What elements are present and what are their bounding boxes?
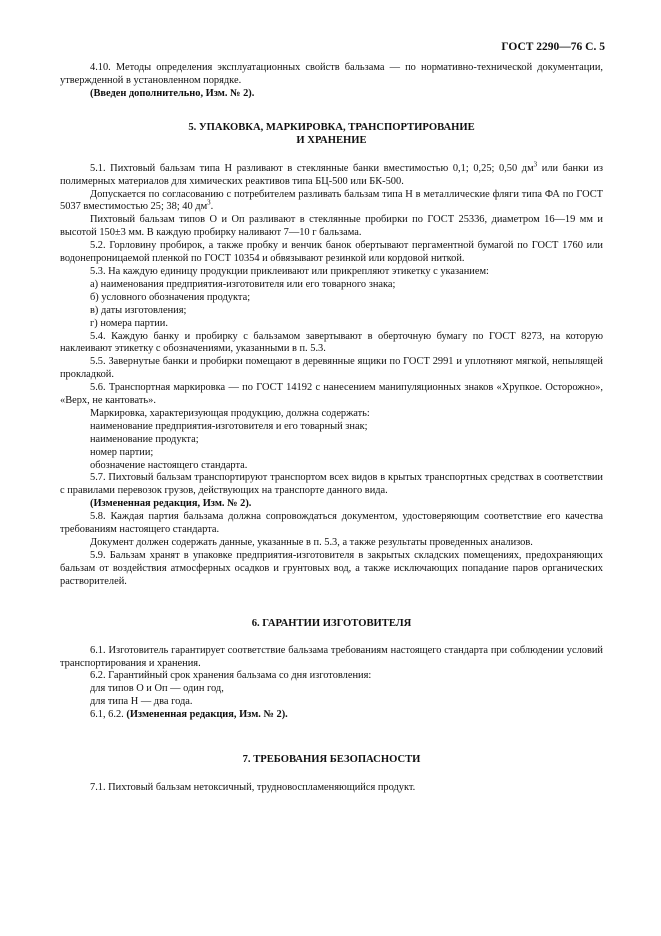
clause-5-4: 5.4. Каждую банку и пробирку с бальзамом завертывают в оберточную бумагу по ГОСТ 8273, на которую наклеивают этикетку с обозначениями, указанными в п. 5.3. [60, 330, 603, 355]
clause-5-1-b [60, 189, 603, 215]
clause-5-1 [60, 160, 603, 189]
list-item: в) даты изготовления; [90, 304, 187, 316]
list-item: б) условного обозначения продукта; [90, 291, 251, 303]
clause-5-7: 5.7. Пихтовый бальзам транспортируют транспортом всех видов в крытых транспортных средствах в соответствии с правилами перевозок грузов, действующих на транспорте данного вида. [60, 472, 603, 497]
list-item: обозначение настоящего стандарта. [90, 459, 248, 471]
document-body [60, 62, 603, 795]
clause-text: 5.1. Пихтовый бальзам типа Н разливают в стеклянные банки вместимостью 0,1; 0,25; 0,50 дм [90, 162, 534, 174]
section-5-title [60, 121, 603, 147]
list-item: а) наименования предприятия-изготовителя или его товарного знака; [90, 278, 396, 290]
section-title-line: 5. УПАКОВКА, МАРКИРОВКА, ТРАНСПОРТИРОВАНИЕ [188, 121, 475, 133]
clause-refs: 6.1, 6.2. [90, 709, 127, 721]
section-6-title: 6. ГАРАНТИИ ИЗГОТОВИТЕЛЯ [251, 617, 412, 629]
clause-5-5: 5.5. Завернутые банки и пробирки помещают в деревянные ящики по ГОСТ 2991 и уплотняют мягкой, непылящей прокладкой. [60, 356, 603, 381]
amendment-note: (Измененная редакция, Изм. № 2). [90, 498, 252, 510]
clause-5-6-b: Маркировка, характеризующая продукцию, должна содержать: [90, 407, 370, 419]
clause-5-3: 5.3. На каждую единицу продукции приклеивают или прикрепляют этикетку с указанием: [90, 265, 489, 277]
clause-5-9: 5.9. Бальзам хранят в упаковке предприятия-изготовителя в закрытых складских помещениях, предохраняющих бальзам от воздействия атмосферных осадков и грунтовых вод, а также исключающих попадание паров органических растворителей. [60, 549, 603, 587]
list-item: наименование продукта; [90, 433, 199, 445]
clause-5-6: 5.6. Транспортная маркировка — по ГОСТ 14192 с нанесением манипуляционных знаков «Хрупкое. Осторожно», «Верх, не кантовать». [60, 382, 603, 407]
amendment-note-line [60, 709, 603, 722]
clause-text: Допускается по согласованию с потребителем разливать бальзам типа Н в металлические фляги типа ФА по ГОСТ 5037 вместимостью 25; 38; 40 дм [60, 188, 603, 213]
page-header: ГОСТ 2290—76 С. 5 [501, 41, 605, 53]
clause-6-1: 6.1. Изготовитель гарантирует соответствие бальзама требованиям настоящего стандарта при соблюдении условий транспортирования и хранения. [60, 644, 603, 669]
list-item: наименование предприятия-изготовителя и его товарный знак; [90, 420, 368, 432]
clause-text: или банки из полимерных материалов для химических реактивов типа БЦ-500 или БК-500. [60, 162, 603, 187]
amendment-note: (Введен дополнительно, Изм. № 2). [90, 87, 255, 99]
clause-7-1: 7.1. Пихтовый бальзам нетоксичный, трудновоспламеняющийся продукт. [90, 782, 416, 794]
clause-5-8: 5.8. Каждая партия бальзама должна сопровождаться документом, удостоверяющим соответствие его качества требованиям настоящего стандарта. [60, 511, 603, 536]
list-item: номер партии; [90, 446, 154, 458]
section-title-line: И ХРАНЕНИЕ [296, 134, 367, 146]
section-7-title: 7. ТРЕБОВАНИЯ БЕЗОПАСНОСТИ [242, 754, 421, 766]
amendment-note: (Измененная редакция, Изм. № 2). [126, 709, 288, 721]
clause-5-8-b: Документ должен содержать данные, указанные в п. 5.3, а также результаты проведенных анализов. [90, 537, 533, 548]
clause-6-2: 6.2. Гарантийный срок хранения бальзама со дня изготовления: [90, 670, 372, 682]
superscript: 3 [207, 198, 211, 207]
clause-4-10: 4.10. Методы определения эксплуатационных свойств бальзама — по нормативно-технической документации, утвержденной в установленном порядке. [60, 62, 603, 86]
list-item: г) номера партии. [90, 317, 168, 329]
clause-text: . [210, 201, 214, 213]
clause-5-1-c: Пихтовый бальзам типов О и Оп разливают в стеклянные пробирки по ГОСТ 25336, диаметром 16—19 мм и высотой 150±3 мм. В каждую пробирку наливают 7—10 г бальзама. [60, 214, 603, 239]
clause-5-2: 5.2. Горловину пробирок, а также пробку и венчик банок обертывают пергаментной бумагой по ГОСТ 1760 или водонепроницаемой пленкой по ГОСТ 10354 и обвязывают резинкой или кордовой ниткой. [60, 240, 603, 265]
list-item: для типов О и Оп — один год, [90, 683, 224, 695]
list-item: для типа Н — два года. [90, 696, 193, 708]
superscript: 3 [533, 160, 538, 169]
